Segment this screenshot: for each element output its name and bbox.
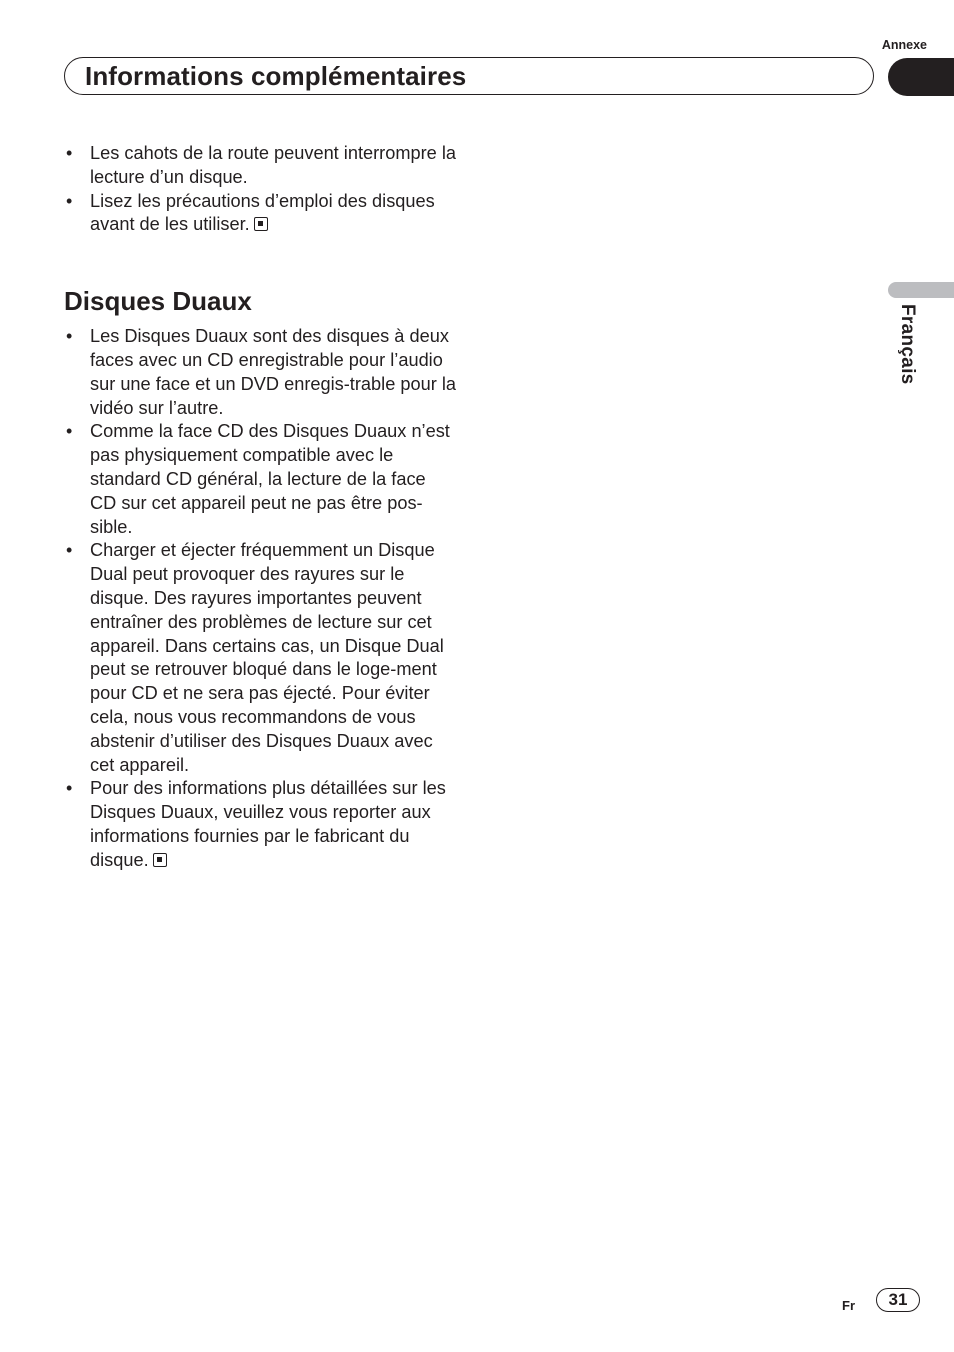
bullet-text: Charger et éjecter fréquemment un Disque Dual peut provoquer des rayures sur le disque. Des rayures importantes peuvent entraîner des problèmes de lecture sur cet appareil. Dans certains cas, un Disque Dual peut se retrouver bloqué dans le loge-ment pour CD et ne sera pas éjecté. Pour éviter cela, nous vous recommandons de vous abstenir d’utiliser des Disques Duaux avec cet appareil. — [90, 540, 444, 775]
page-title: Informations complémentaires — [85, 61, 467, 91]
end-of-section-icon — [153, 853, 167, 867]
footer-language-code: Fr — [842, 1298, 855, 1313]
chapter-tab — [888, 58, 954, 96]
bullet-icon: • — [66, 326, 73, 347]
page-number: 31 — [876, 1288, 920, 1312]
intro-bullet-list — [64, 142, 456, 237]
bullet-text: Les Disques Duaux sont des disques à deux faces avec un CD enregistrable pour l’audio sur une face et un DVD enregis-trable pour la vidéo sur l’autre. — [90, 326, 456, 418]
end-of-section-icon — [254, 217, 268, 231]
list-item — [64, 777, 456, 872]
bullet-icon: • — [66, 190, 73, 211]
list-item — [64, 325, 456, 420]
language-tab — [888, 282, 954, 298]
language-label: Français — [897, 304, 918, 385]
annexe-label: Annexe — [881, 38, 927, 52]
section-bullet-list — [64, 325, 456, 872]
bullet-text: Comme la face CD des Disques Duaux n’est pas physiquement compatible avec le standard CD général, la lecture de la face CD sur cet appareil peut ne pas être pos-sible. — [90, 421, 450, 537]
list-item — [64, 190, 456, 238]
list-item — [64, 142, 456, 190]
main-content — [64, 142, 456, 873]
bullet-text: Lisez les précautions d’emploi des disques avant de les utiliser. — [90, 190, 435, 235]
bullet-text: Les cahots de la route peuvent interrompre la lecture d’un disque. — [90, 143, 456, 187]
section-title: Disques Duaux — [64, 286, 252, 317]
list-item — [64, 420, 456, 539]
section-header-bar — [64, 57, 874, 95]
bullet-icon: • — [66, 540, 73, 561]
bullet-text: Pour des informations plus détaillées sur les Disques Duaux, veuillez vous reporter aux informations fournies par le fabricant du disque. — [90, 778, 446, 870]
list-item — [64, 539, 456, 777]
bullet-icon: • — [66, 778, 73, 799]
bullet-icon: • — [66, 143, 73, 163]
bullet-icon: • — [66, 421, 73, 442]
